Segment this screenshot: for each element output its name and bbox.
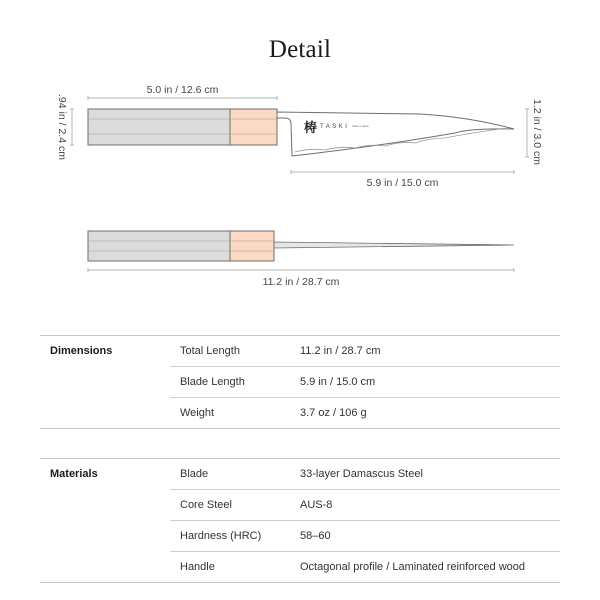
- brand-kanji: 梼: [304, 121, 318, 136]
- spec-section-dimensions: [40, 335, 560, 428]
- blade-height-label: 1.2 in / 3.0 cm: [531, 99, 543, 165]
- brand-logo: [304, 117, 369, 136]
- spec-key: Blade: [180, 468, 209, 480]
- handle-ferrule: [230, 109, 277, 145]
- side-handle-body: [88, 231, 230, 261]
- table-row: [170, 459, 560, 490]
- spec-table: [40, 335, 560, 583]
- spec-key: Hardness (HRC): [180, 530, 262, 542]
- table-row: [170, 367, 560, 398]
- table-row: [170, 336, 560, 367]
- brand-tagline: Made in Japan: [352, 125, 369, 128]
- table-row: [170, 552, 560, 582]
- knife-top-view: [70, 96, 529, 174]
- page-title: Detail: [268, 36, 332, 63]
- spec-value: 5.9 in / 15.0 cm: [300, 376, 376, 388]
- spec-value: AUS-8: [300, 499, 333, 511]
- handle-body: [88, 109, 230, 145]
- spec-key: Weight: [180, 407, 215, 419]
- spec-value: 33-layer Damascus Steel: [300, 468, 423, 480]
- knife-side-view: [88, 231, 514, 272]
- spec-value: 58–60: [300, 530, 331, 542]
- spec-key: Core Steel: [180, 499, 232, 511]
- spec-value: 3.7 oz / 106 g: [300, 407, 367, 419]
- spec-value: 11.2 in / 28.7 cm: [300, 345, 381, 357]
- spec-key: Handle: [180, 561, 215, 573]
- spec-value: Octagonal profile / Laminated reinforced wood: [300, 561, 526, 573]
- section-label: Dimensions: [50, 345, 113, 357]
- section-divider: [40, 428, 560, 458]
- section-divider: [40, 582, 560, 583]
- section-label: Materials: [50, 468, 98, 480]
- spec-key: Blade Length: [180, 376, 245, 388]
- side-handle-ferrule: [230, 231, 274, 261]
- spec-section-materials: [40, 458, 560, 582]
- spec-key: Total Length: [180, 345, 240, 357]
- blade-length-label: 5.9 in / 15.0 cm: [366, 177, 439, 189]
- handle-length-label: 5.0 in / 12.6 cm: [146, 84, 219, 96]
- table-row: [170, 521, 560, 552]
- table-row: [170, 398, 560, 428]
- total-length-label: 11.2 in / 28.7 cm: [262, 276, 340, 288]
- brand-name: TASKI: [320, 123, 350, 130]
- table-row: [170, 490, 560, 521]
- handle-height-label: .94 in / 2.4 cm: [56, 94, 68, 160]
- blade-spine: [274, 242, 514, 248]
